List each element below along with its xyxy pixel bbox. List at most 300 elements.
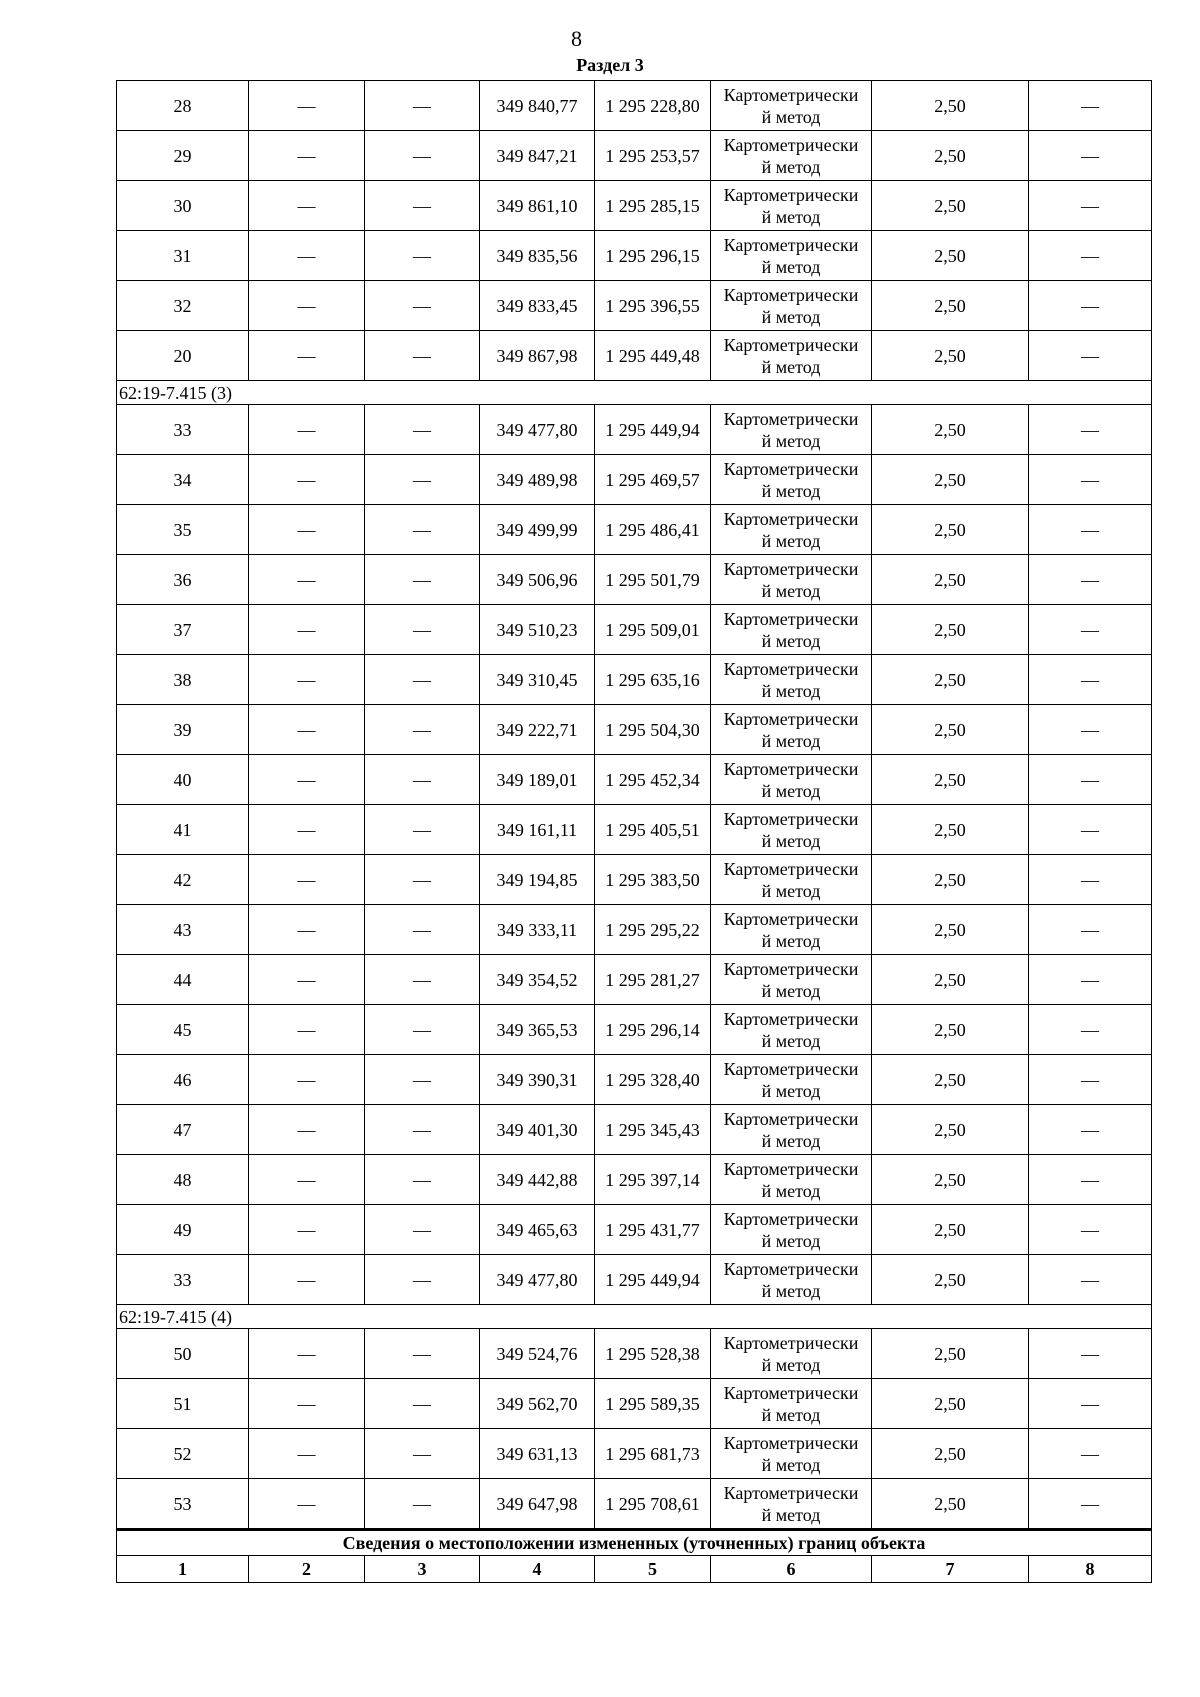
method-text-line2: й метод	[761, 580, 821, 601]
old-x-cell: —	[249, 955, 365, 1005]
method-text-line1: Картометрически	[723, 408, 859, 429]
method-text-line2: й метод	[761, 1454, 821, 1475]
method-text-line2: й метод	[761, 1080, 821, 1101]
method-text-line2: й метод	[761, 880, 821, 901]
accuracy-cell: 2,50	[872, 1205, 1029, 1255]
new-y-cell: 1 295 449,48	[595, 331, 711, 381]
method-cell	[711, 605, 872, 655]
point-number-cell: 44	[117, 955, 249, 1005]
old-x-cell: —	[249, 505, 365, 555]
point-number-cell: 39	[117, 705, 249, 755]
new-y-cell: 1 295 449,94	[595, 1255, 711, 1305]
method-text-line1: Картометрически	[723, 1332, 859, 1353]
point-number-cell: 34	[117, 455, 249, 505]
description-cell: —	[1029, 1105, 1152, 1155]
footer-column-numbers-row	[117, 1556, 1152, 1583]
old-x-cell: —	[249, 131, 365, 181]
old-x-cell: —	[249, 805, 365, 855]
method-cell	[711, 855, 872, 905]
coordinates-table	[116, 80, 1152, 1583]
new-y-cell: 1 295 504,30	[595, 705, 711, 755]
table-row	[117, 505, 1152, 555]
point-number-cell: 46	[117, 1055, 249, 1105]
new-x-cell: 349 647,98	[480, 1479, 595, 1530]
column-number: 3	[365, 1556, 480, 1583]
new-y-cell: 1 295 635,16	[595, 655, 711, 705]
new-y-cell: 1 295 452,34	[595, 755, 711, 805]
column-number: 2	[249, 1556, 365, 1583]
accuracy-cell: 2,50	[872, 1329, 1029, 1379]
method-text-line2: й метод	[761, 1354, 821, 1375]
old-y-cell: —	[365, 655, 480, 705]
new-x-cell: 349 835,56	[480, 231, 595, 281]
new-x-cell: 349 847,21	[480, 131, 595, 181]
method-text-line2: й метод	[761, 306, 821, 327]
method-text-line2: й метод	[761, 630, 821, 651]
old-x-cell: —	[249, 455, 365, 505]
point-number-cell: 41	[117, 805, 249, 855]
new-x-cell: 349 390,31	[480, 1055, 595, 1105]
method-text-line1: Картометрически	[723, 708, 859, 729]
method-cell	[711, 705, 872, 755]
table-row	[117, 905, 1152, 955]
method-cell	[711, 555, 872, 605]
new-x-cell: 349 161,11	[480, 805, 595, 855]
point-number-cell: 53	[117, 1479, 249, 1530]
new-x-cell: 349 833,45	[480, 281, 595, 331]
new-x-cell: 349 222,71	[480, 705, 595, 755]
point-number-cell: 42	[117, 855, 249, 905]
accuracy-cell: 2,50	[872, 231, 1029, 281]
accuracy-cell: 2,50	[872, 755, 1029, 805]
parcel-group-row	[117, 381, 1152, 405]
table-row	[117, 1155, 1152, 1205]
description-cell: —	[1029, 455, 1152, 505]
old-x-cell: —	[249, 1479, 365, 1530]
method-cell	[711, 81, 872, 131]
method-cell	[711, 505, 872, 555]
point-number-cell: 31	[117, 231, 249, 281]
point-number-cell: 20	[117, 331, 249, 381]
new-y-cell: 1 295 681,73	[595, 1429, 711, 1479]
point-number-cell: 35	[117, 505, 249, 555]
new-y-cell: 1 295 486,41	[595, 505, 711, 555]
point-number-cell: 36	[117, 555, 249, 605]
new-x-cell: 349 861,10	[480, 181, 595, 231]
method-text-line2: й метод	[761, 1504, 821, 1525]
description-cell: —	[1029, 905, 1152, 955]
point-number-cell: 47	[117, 1105, 249, 1155]
method-text-line1: Картометрически	[723, 908, 859, 929]
new-y-cell: 1 295 296,15	[595, 231, 711, 281]
method-text-line1: Картометрически	[723, 84, 859, 105]
old-x-cell: —	[249, 405, 365, 455]
table-row	[117, 405, 1152, 455]
old-y-cell: —	[365, 905, 480, 955]
method-cell	[711, 1479, 872, 1530]
old-x-cell: —	[249, 1379, 365, 1429]
new-x-cell: 349 562,70	[480, 1379, 595, 1429]
old-x-cell: —	[249, 1005, 365, 1055]
accuracy-cell: 2,50	[872, 955, 1029, 1005]
new-y-cell: 1 295 285,15	[595, 181, 711, 231]
old-x-cell: —	[249, 181, 365, 231]
new-y-cell: 1 295 509,01	[595, 605, 711, 655]
new-y-cell: 1 295 345,43	[595, 1105, 711, 1155]
method-cell	[711, 231, 872, 281]
method-text-line1: Картометрически	[723, 1432, 859, 1453]
method-cell	[711, 1005, 872, 1055]
table-row	[117, 555, 1152, 605]
method-text-line2: й метод	[761, 356, 821, 377]
accuracy-cell: 2,50	[872, 1155, 1029, 1205]
point-number-cell: 51	[117, 1379, 249, 1429]
description-cell: —	[1029, 655, 1152, 705]
table-row	[117, 331, 1152, 381]
method-text-line1: Картометрически	[723, 1008, 859, 1029]
point-number-cell: 33	[117, 405, 249, 455]
description-cell: —	[1029, 181, 1152, 231]
table-row	[117, 1005, 1152, 1055]
description-cell: —	[1029, 1255, 1152, 1305]
description-cell: —	[1029, 231, 1152, 281]
method-text-line1: Картометрически	[723, 458, 859, 479]
description-cell: —	[1029, 331, 1152, 381]
description-cell: —	[1029, 1329, 1152, 1379]
old-x-cell: —	[249, 1329, 365, 1379]
new-x-cell: 349 524,76	[480, 1329, 595, 1379]
old-y-cell: —	[365, 331, 480, 381]
description-cell: —	[1029, 505, 1152, 555]
new-y-cell: 1 295 708,61	[595, 1479, 711, 1530]
description-cell: —	[1029, 605, 1152, 655]
column-number: 1	[117, 1556, 249, 1583]
description-cell: —	[1029, 405, 1152, 455]
table-row	[117, 1479, 1152, 1530]
new-x-cell: 349 442,88	[480, 1155, 595, 1205]
old-x-cell: —	[249, 655, 365, 705]
table-row	[117, 855, 1152, 905]
old-x-cell: —	[249, 1105, 365, 1155]
point-number-cell: 48	[117, 1155, 249, 1205]
new-y-cell: 1 295 396,55	[595, 281, 711, 331]
accuracy-cell: 2,50	[872, 855, 1029, 905]
accuracy-cell: 2,50	[872, 605, 1029, 655]
column-number: 5	[595, 1556, 711, 1583]
old-x-cell: —	[249, 331, 365, 381]
method-text-line1: Картометрически	[723, 1258, 859, 1279]
method-text-line1: Картометрически	[723, 184, 859, 205]
new-x-cell: 349 465,63	[480, 1205, 595, 1255]
old-y-cell: —	[365, 855, 480, 905]
old-x-cell: —	[249, 905, 365, 955]
method-cell	[711, 405, 872, 455]
old-x-cell: —	[249, 855, 365, 905]
table-row	[117, 231, 1152, 281]
description-cell: —	[1029, 1205, 1152, 1255]
point-number-cell: 38	[117, 655, 249, 705]
method-text-line1: Картометрически	[723, 958, 859, 979]
method-text-line2: й метод	[761, 530, 821, 551]
point-number-cell: 30	[117, 181, 249, 231]
description-cell: —	[1029, 1379, 1152, 1429]
point-number-cell: 32	[117, 281, 249, 331]
table-row	[117, 955, 1152, 1005]
method-cell	[711, 905, 872, 955]
old-y-cell: —	[365, 755, 480, 805]
new-x-cell: 349 506,96	[480, 555, 595, 605]
old-x-cell: —	[249, 1155, 365, 1205]
method-text-line1: Картометрически	[723, 134, 859, 155]
point-number-cell: 29	[117, 131, 249, 181]
table-row	[117, 1205, 1152, 1255]
point-number-cell: 28	[117, 81, 249, 131]
table-row	[117, 455, 1152, 505]
old-y-cell: —	[365, 1105, 480, 1155]
old-y-cell: —	[365, 1155, 480, 1205]
method-text-line2: й метод	[761, 480, 821, 501]
point-number-cell: 49	[117, 1205, 249, 1255]
new-x-cell: 349 354,52	[480, 955, 595, 1005]
old-y-cell: —	[365, 1255, 480, 1305]
new-x-cell: 349 840,77	[480, 81, 595, 131]
method-text-line1: Картометрически	[723, 1058, 859, 1079]
new-y-cell: 1 295 431,77	[595, 1205, 711, 1255]
method-text-line2: й метод	[761, 1030, 821, 1051]
method-text-line2: й метод	[761, 830, 821, 851]
table-body	[117, 81, 1152, 1530]
section-title: Раздел 3	[576, 55, 644, 75]
column-number: 8	[1029, 1556, 1152, 1583]
accuracy-cell: 2,50	[872, 1005, 1029, 1055]
new-x-cell: 349 510,23	[480, 605, 595, 655]
method-cell	[711, 1155, 872, 1205]
method-cell	[711, 1255, 872, 1305]
table-row	[117, 81, 1152, 131]
table-row	[117, 1255, 1152, 1305]
new-y-cell: 1 295 296,14	[595, 1005, 711, 1055]
footer-title-row	[117, 1530, 1152, 1556]
table-row	[117, 1329, 1152, 1379]
parcel-group-row	[117, 1305, 1152, 1329]
old-y-cell: —	[365, 1055, 480, 1105]
table-row	[117, 805, 1152, 855]
accuracy-cell: 2,50	[872, 1429, 1029, 1479]
old-y-cell: —	[365, 455, 480, 505]
accuracy-cell: 2,50	[872, 555, 1029, 605]
old-y-cell: —	[365, 1479, 480, 1530]
accuracy-cell: 2,50	[872, 1055, 1029, 1105]
method-cell	[711, 131, 872, 181]
method-cell	[711, 805, 872, 855]
accuracy-cell: 2,50	[872, 281, 1029, 331]
table-row	[117, 605, 1152, 655]
method-text-line2: й метод	[761, 1180, 821, 1201]
description-cell: —	[1029, 1005, 1152, 1055]
new-y-cell: 1 295 528,38	[595, 1329, 711, 1379]
method-text-line1: Картометрически	[723, 1108, 859, 1129]
accuracy-cell: 2,50	[872, 1379, 1029, 1429]
old-x-cell: —	[249, 1429, 365, 1479]
old-y-cell: —	[365, 1379, 480, 1429]
parcel-group-label: 62:19-7.415 (4)	[117, 1305, 1152, 1329]
method-cell	[711, 1205, 872, 1255]
method-text-line2: й метод	[761, 1130, 821, 1151]
description-cell: —	[1029, 955, 1152, 1005]
description-cell: —	[1029, 855, 1152, 905]
new-y-cell: 1 295 383,50	[595, 855, 711, 905]
method-cell	[711, 1055, 872, 1105]
new-y-cell: 1 295 253,57	[595, 131, 711, 181]
method-text-line2: й метод	[761, 730, 821, 751]
description-cell: —	[1029, 131, 1152, 181]
method-text-line2: й метод	[761, 780, 821, 801]
old-y-cell: —	[365, 605, 480, 655]
new-y-cell: 1 295 328,40	[595, 1055, 711, 1105]
method-text-line2: й метод	[761, 106, 821, 127]
description-cell: —	[1029, 1055, 1152, 1105]
point-number-cell: 37	[117, 605, 249, 655]
old-y-cell: —	[365, 81, 480, 131]
old-x-cell: —	[249, 231, 365, 281]
old-y-cell: —	[365, 405, 480, 455]
table-row	[117, 1379, 1152, 1429]
accuracy-cell: 2,50	[872, 181, 1029, 231]
old-y-cell: —	[365, 1205, 480, 1255]
method-text-line1: Картометрически	[723, 508, 859, 529]
old-y-cell: —	[365, 131, 480, 181]
method-cell	[711, 455, 872, 505]
new-y-cell: 1 295 397,14	[595, 1155, 711, 1205]
old-x-cell: —	[249, 81, 365, 131]
old-y-cell: —	[365, 231, 480, 281]
method-text-line1: Картометрически	[723, 334, 859, 355]
new-x-cell: 349 631,13	[480, 1429, 595, 1479]
new-x-cell: 349 867,98	[480, 331, 595, 381]
method-text-line2: й метод	[761, 930, 821, 951]
accuracy-cell: 2,50	[872, 655, 1029, 705]
description-cell: —	[1029, 1479, 1152, 1530]
accuracy-cell: 2,50	[872, 331, 1029, 381]
new-y-cell: 1 295 295,22	[595, 905, 711, 955]
old-x-cell: —	[249, 755, 365, 805]
parcel-group-label: 62:19-7.415 (3)	[117, 381, 1152, 405]
new-x-cell: 349 365,53	[480, 1005, 595, 1055]
new-x-cell: 349 194,85	[480, 855, 595, 905]
method-cell	[711, 755, 872, 805]
method-cell	[711, 1379, 872, 1429]
method-cell	[711, 181, 872, 231]
new-y-cell: 1 295 469,57	[595, 455, 711, 505]
accuracy-cell: 2,50	[872, 1255, 1029, 1305]
accuracy-cell: 2,50	[872, 805, 1029, 855]
new-y-cell: 1 295 501,79	[595, 555, 711, 605]
old-y-cell: —	[365, 281, 480, 331]
accuracy-cell: 2,50	[872, 905, 1029, 955]
method-text-line1: Картометрически	[723, 608, 859, 629]
method-text-line1: Картометрически	[723, 234, 859, 255]
table-row	[117, 655, 1152, 705]
table-row	[117, 131, 1152, 181]
new-y-cell: 1 295 281,27	[595, 955, 711, 1005]
table-row	[117, 755, 1152, 805]
old-x-cell: —	[249, 555, 365, 605]
method-text-line1: Картометрически	[723, 284, 859, 305]
description-cell: —	[1029, 755, 1152, 805]
method-text-line1: Картометрически	[723, 808, 859, 829]
description-cell: —	[1029, 555, 1152, 605]
method-text-line2: й метод	[761, 1230, 821, 1251]
point-number-cell: 50	[117, 1329, 249, 1379]
new-x-cell: 349 477,80	[480, 1255, 595, 1305]
method-cell	[711, 1105, 872, 1155]
page-number: 8	[571, 26, 582, 51]
method-text-line1: Картометрически	[723, 658, 859, 679]
new-x-cell: 349 489,98	[480, 455, 595, 505]
column-number: 4	[480, 1556, 595, 1583]
table-row	[117, 281, 1152, 331]
new-x-cell: 349 310,45	[480, 655, 595, 705]
old-y-cell: —	[365, 1429, 480, 1479]
method-text-line1: Картометрически	[723, 558, 859, 579]
old-y-cell: —	[365, 181, 480, 231]
method-text-line2: й метод	[761, 1280, 821, 1301]
new-x-cell: 349 477,80	[480, 405, 595, 455]
point-number-cell: 40	[117, 755, 249, 805]
method-text-line2: й метод	[761, 206, 821, 227]
point-number-cell: 33	[117, 1255, 249, 1305]
method-cell	[711, 331, 872, 381]
accuracy-cell: 2,50	[872, 455, 1029, 505]
method-text-line1: Картометрически	[723, 1482, 859, 1503]
method-text-line1: Картометрически	[723, 1208, 859, 1229]
column-number: 7	[872, 1556, 1029, 1583]
old-x-cell: —	[249, 1205, 365, 1255]
new-x-cell: 349 499,99	[480, 505, 595, 555]
old-x-cell: —	[249, 605, 365, 655]
point-number-cell: 45	[117, 1005, 249, 1055]
method-cell	[711, 1429, 872, 1479]
old-x-cell: —	[249, 1055, 365, 1105]
method-text-line2: й метод	[761, 256, 821, 277]
old-y-cell: —	[365, 505, 480, 555]
new-y-cell: 1 295 405,51	[595, 805, 711, 855]
column-number: 6	[711, 1556, 872, 1583]
method-cell	[711, 1329, 872, 1379]
accuracy-cell: 2,50	[872, 505, 1029, 555]
accuracy-cell: 2,50	[872, 81, 1029, 131]
accuracy-cell: 2,50	[872, 405, 1029, 455]
new-y-cell: 1 295 228,80	[595, 81, 711, 131]
new-x-cell: 349 189,01	[480, 755, 595, 805]
old-y-cell: —	[365, 1005, 480, 1055]
method-cell	[711, 281, 872, 331]
method-text-line2: й метод	[761, 156, 821, 177]
description-cell: —	[1029, 1155, 1152, 1205]
table-row	[117, 705, 1152, 755]
table-row	[117, 1105, 1152, 1155]
accuracy-cell: 2,50	[872, 131, 1029, 181]
old-y-cell: —	[365, 1329, 480, 1379]
table-row	[117, 181, 1152, 231]
old-y-cell: —	[365, 555, 480, 605]
method-text-line1: Картометрически	[723, 858, 859, 879]
old-y-cell: —	[365, 955, 480, 1005]
description-cell: —	[1029, 1429, 1152, 1479]
description-cell: —	[1029, 281, 1152, 331]
old-x-cell: —	[249, 705, 365, 755]
table-row	[117, 1055, 1152, 1105]
